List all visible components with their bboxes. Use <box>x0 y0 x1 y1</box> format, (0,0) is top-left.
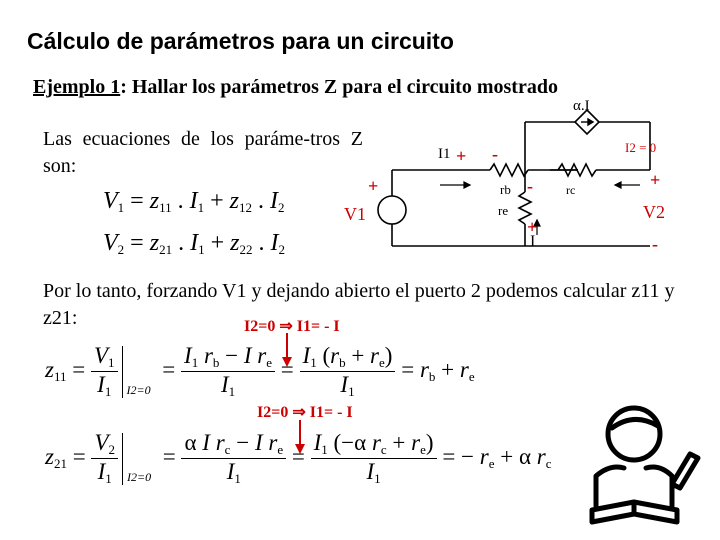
v1-label: V1 <box>344 204 366 224</box>
z-equation-2: $V_2 = z_{21}$ . $I_1 + z_{22}$ . $I_2$ <box>103 230 285 257</box>
rb-resistor <box>490 164 528 176</box>
condition-annotation: I2=0 ⇒ I1= - I <box>244 318 340 335</box>
minus-sign: - <box>652 234 658 254</box>
page-title: Cálculo de parámetros para un circuito <box>27 28 454 54</box>
v2-label: V2 <box>643 202 665 222</box>
source-label: α.I <box>573 100 590 114</box>
example-heading <box>33 76 558 99</box>
v1-source <box>378 196 406 224</box>
rc-label: rc <box>566 183 576 197</box>
example-number: Ejemplo 1 <box>33 76 121 98</box>
eval-note: I2=0 <box>126 382 151 397</box>
condition-annotation: I2=0 ⇒ I1= - I <box>257 404 353 421</box>
body-paragraph: Por lo tanto, forzando V1 y dejando abierto el puerto 2 podemos calcular z11 y z21: <box>43 280 675 329</box>
i1-label: I1 <box>438 146 451 162</box>
z21-formula: $z_{21}$ = $\frac{V_2}{I_1}$ I2=0 = $\frac{\alpha I r_c - I r_e}{I_1}$ = $\frac{I_1 (-\alpha r_c + r_e)}{I_1}$ = − $r_e + \alpha$ $r_c$ <box>45 430 552 486</box>
plus-sign: + <box>527 217 538 237</box>
plus-sign: + <box>650 170 661 190</box>
circuit-diagram <box>340 100 700 260</box>
intro-text: Las ecuaciones de los paráme-tros Z son: <box>43 128 363 177</box>
re-label: re <box>498 203 509 218</box>
plus-sign: + <box>368 176 379 196</box>
eval-note: I2=0 <box>127 469 152 484</box>
z11-formula: $z_{11}$ = $\frac{V_1}{I_1}$ I2=0 = $\frac{I_1 r_b - I r_e}{I_1}$ = $\frac{I_1 (r_b + r_e)}{I_1}$ = $r_b + r_e$ <box>45 343 475 399</box>
i-label: I <box>530 233 536 250</box>
minus-sign: - <box>492 144 498 164</box>
example-statement: : Hallar los parámetros Z para el circuito mostrado <box>120 76 558 98</box>
student-reading-icon <box>582 398 707 528</box>
minus-sign: - <box>527 176 533 196</box>
plus-sign: + <box>456 146 467 166</box>
i2-label: I2 = 0 <box>625 140 657 155</box>
rb-label: rb <box>500 182 511 197</box>
z-equation-1: $V_1 = z_{11}$ . $I_1 + z_{12}$ . $I_2$ <box>103 188 285 215</box>
